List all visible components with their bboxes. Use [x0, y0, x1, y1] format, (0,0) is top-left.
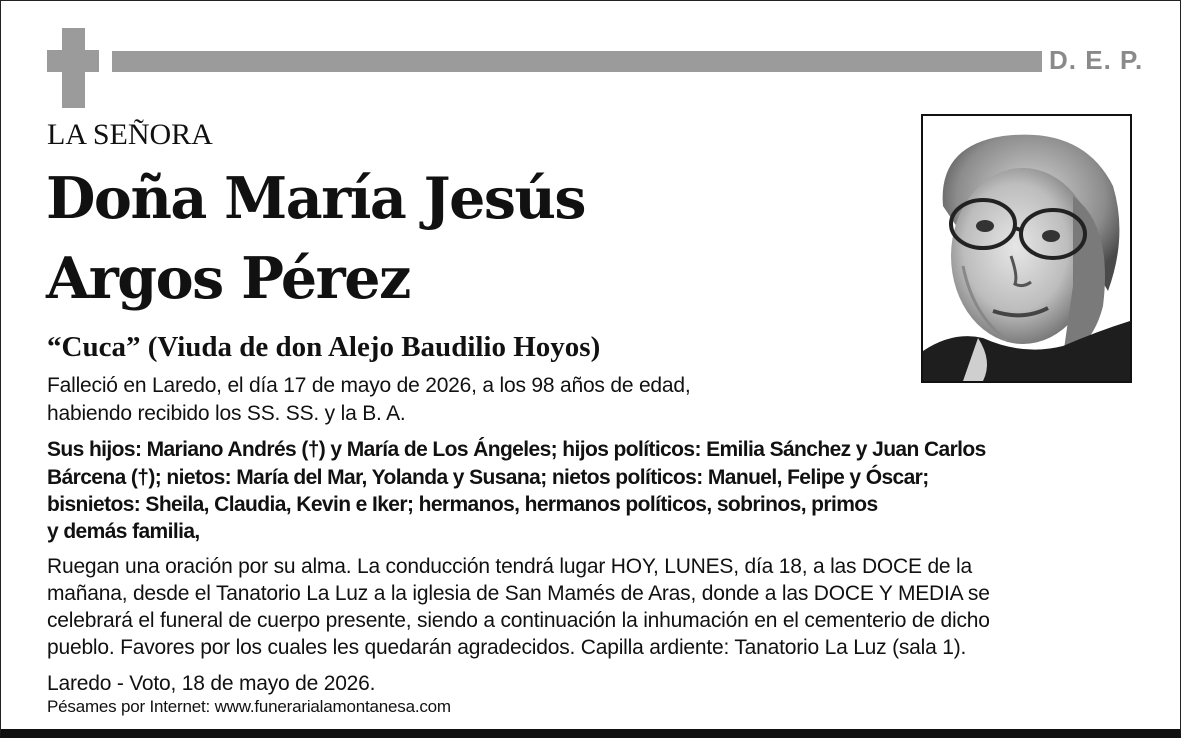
nickname-widow-line: “Cuca” (Viuda de don Alejo Baudilio Hoyos)	[47, 331, 601, 363]
service-line-4: pueblo. Favores por los cuales les quedarán agradecidos. Capilla ardiente: Tanatorio La Luz (sala 1).	[47, 636, 967, 659]
death-notice-line-2: habiendo recibido los SS. SS. y la B. A.	[47, 402, 406, 425]
family-line-1: Sus hijos: Mariano Andrés (†) y María de Los Ángeles; hijos políticos: Emilia Sánchez y Juan Carlos	[47, 438, 986, 461]
portrait-image	[923, 116, 1130, 381]
honorific: LA SEÑORA	[47, 118, 213, 151]
condolences-website: Pésames por Internet: www.funerarialamontanesa.com	[47, 697, 451, 716]
portrait-photo	[921, 114, 1132, 383]
family-line-3: bisnietos: Sheila, Claudia, Kevin e Iker; hermanos, hermanos políticos, sobrinos, primos	[47, 493, 878, 516]
header-divider-bar	[112, 51, 1042, 72]
name-line-1: Doña María Jesús	[46, 165, 586, 232]
service-line-2: mañana, desde el Tanatorio La Luz a la iglesia de San Mamés de Aras, donde a las DOCE Y MEDIA se	[47, 582, 990, 605]
cross-horizontal-bar	[47, 50, 99, 72]
death-notice-line-1: Falleció en Laredo, el día 17 de mayo de 2026, a los 98 años de edad,	[47, 374, 691, 397]
family-line-2: Bárcena (†); nietos: María del Mar, Yolanda y Susana; nietos políticos: Manuel, Felipe y Óscar;	[47, 466, 929, 489]
service-line-3: celebrará el funeral de cuerpo presente, siendo a continuación la inhumación en el cementerio de dicho	[47, 609, 990, 632]
place-date: Laredo - Voto, 18 de mayo de 2026.	[47, 672, 376, 695]
dep-label: D. E. P.	[1049, 45, 1144, 75]
name-line-2: Argos Pérez	[46, 245, 410, 312]
service-line-1: Ruegan una oración por su alma. La conducción tendrá lugar HOY, LUNES, día 18, a las DOCE de la	[47, 555, 972, 578]
family-line-4: y demás familia,	[47, 520, 200, 543]
